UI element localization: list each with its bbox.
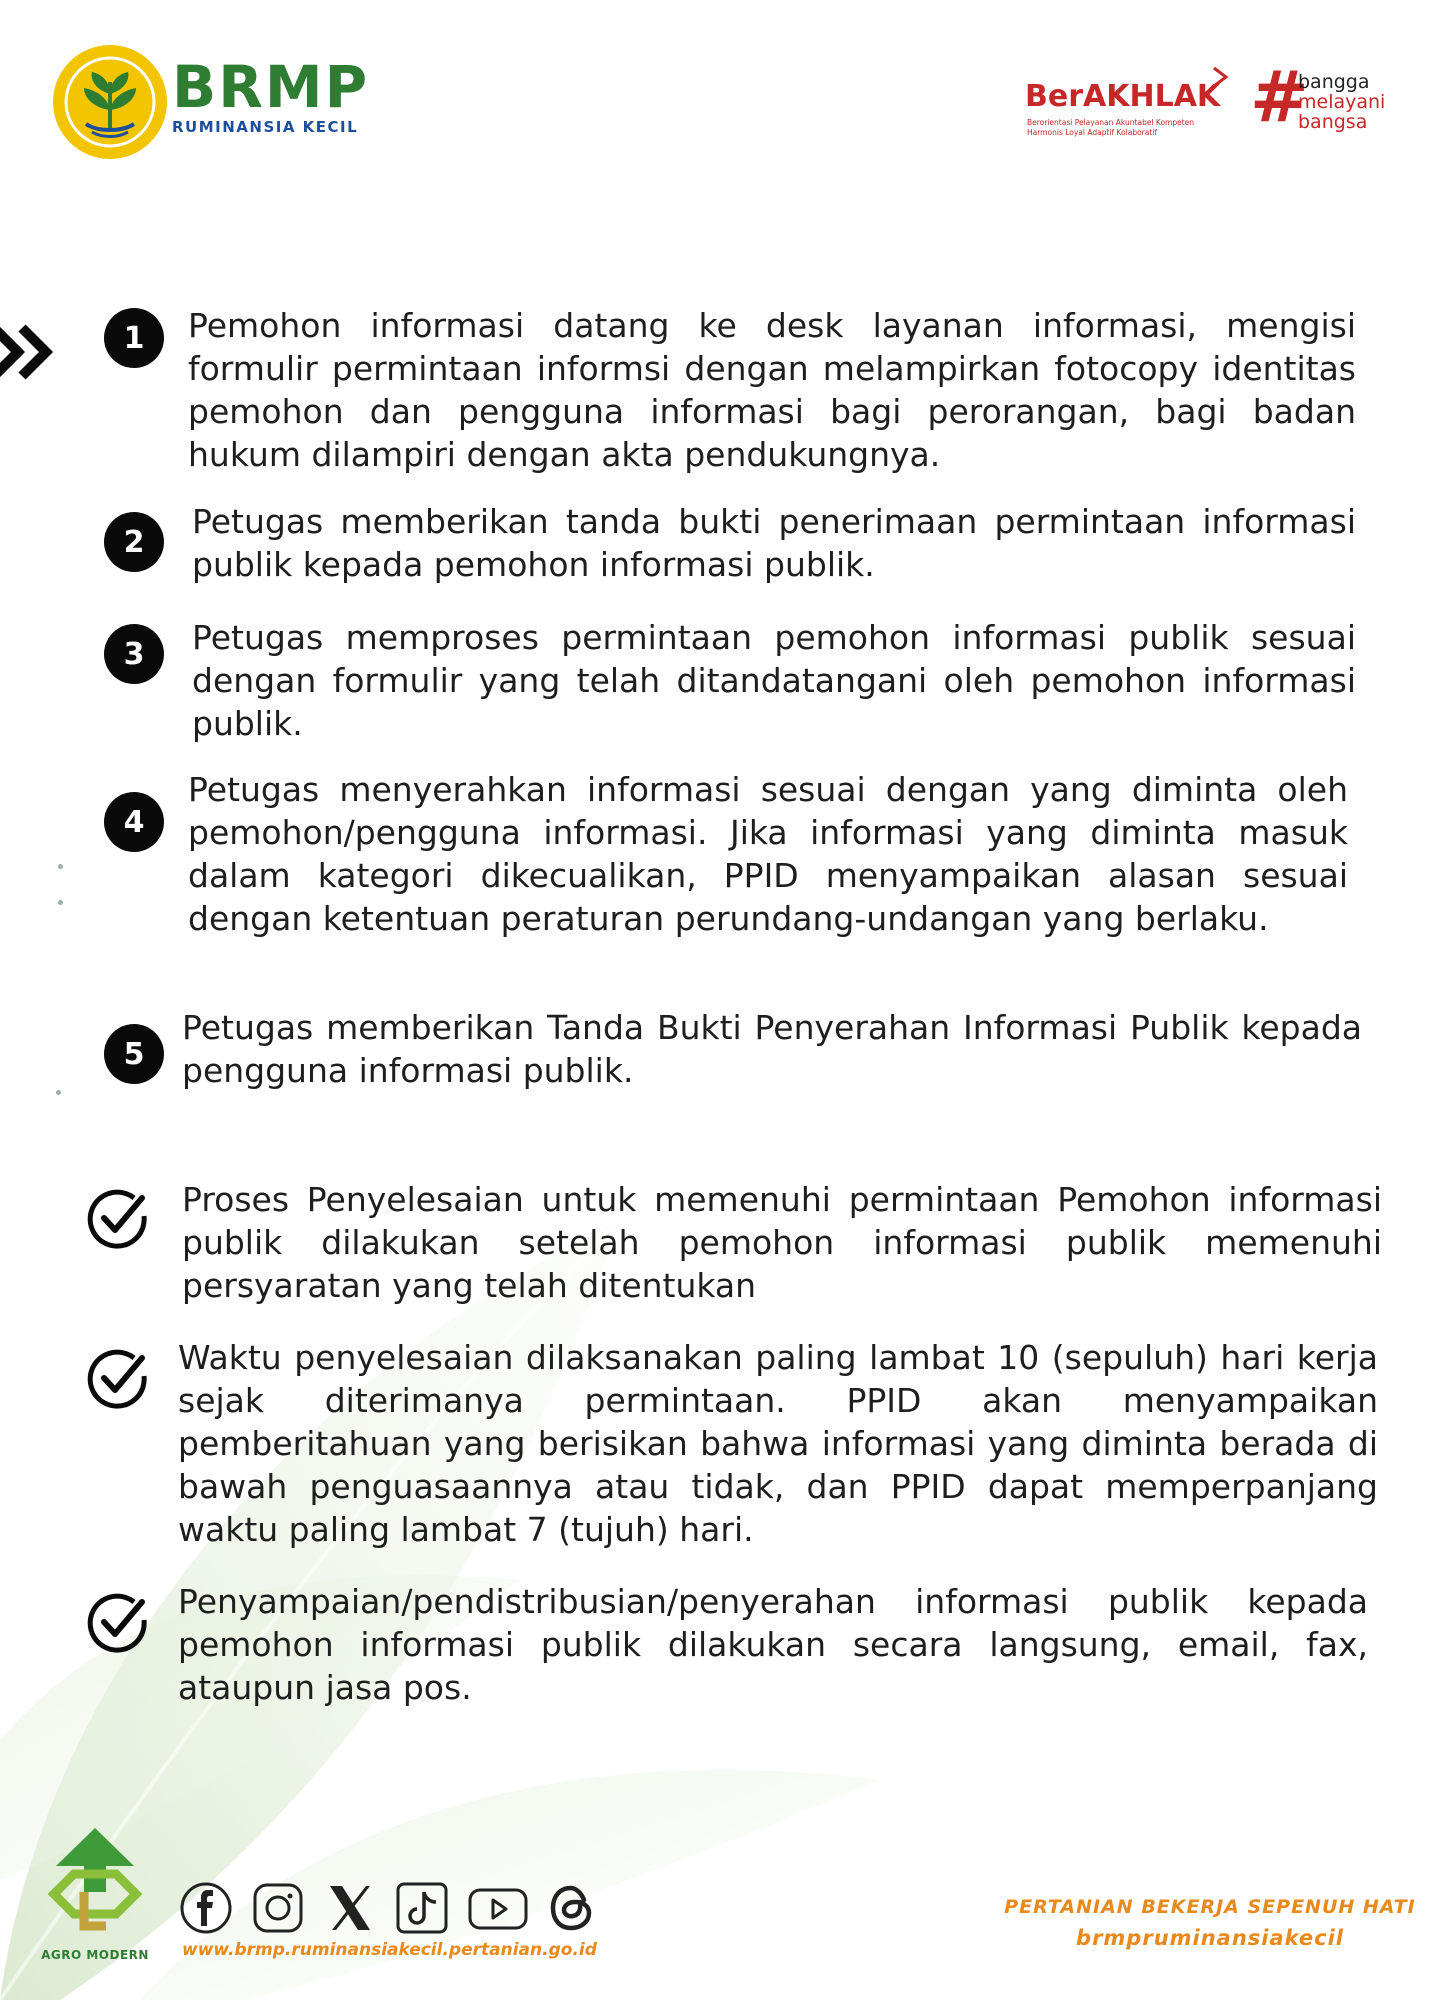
step-text: Petugas menyerahkan informasi sesuai dengan yang diminta oleh pemohon/pengguna informasi. Jika informasi yang diminta masuk dalam kategori dikecualikan, PPID menyampaikan alasan sesuai dengan ketentuan peraturan perundang-undangan yang berlaku. (188, 770, 1348, 938)
bangga-melayani-bangsa (1298, 72, 1385, 132)
instagram-icon[interactable] (250, 1880, 306, 1936)
berakhlak-values (1027, 118, 1227, 138)
check-circle-icon (84, 1346, 150, 1412)
facebook-icon[interactable] (178, 1880, 234, 1936)
x-icon[interactable] (322, 1880, 378, 1936)
step-text: Petugas memberikan Tanda Bukti Penyerahan Informasi Publik kepada pengguna informasi publik. (182, 1008, 1362, 1090)
berakhlak-values-line-2: Harmonis Loyal Adaptif Kolaboratif (1027, 128, 1158, 137)
step-4 (0, 768, 1448, 998)
step-number-badge: 1 (104, 308, 164, 368)
agro-modern-label: AGRO MODERN (41, 1948, 149, 1962)
step-text: Petugas memberikan tanda bukti penerimaan permintaan informasi publik kepada pemohon informasi publik. (192, 502, 1356, 584)
brmp-emblem-logo (50, 42, 170, 162)
check-text: Proses Penyelesaian untuk memenuhi permintaan Pemohon informasi publik dilakukan setelah pemohon informasi publik memenuhi persyaratan yang telah ditentukan (182, 1180, 1382, 1305)
bangga-word-1: bangga (1298, 71, 1370, 93)
agro-modern-logo (40, 1822, 150, 1932)
step-1 (0, 300, 1448, 490)
tiktok-icon[interactable] (394, 1880, 450, 1936)
check-item-2 (0, 1336, 1448, 1566)
check-circle-icon (84, 1186, 150, 1252)
step-3 (0, 616, 1448, 756)
website-link[interactable]: www.brmp.ruminansiakecil.pertanian.go.id (182, 1940, 597, 1960)
check-text: Penyampaian/pendistribusian/penyerahan informasi publik kepada pemohon informasi publik dilakukan secara langsung, email, fax, ataupun jasa pos. (178, 1582, 1368, 1707)
bangga-hash-icon: # (1250, 56, 1309, 138)
step-number-badge: 3 (104, 624, 164, 684)
berakhlak-title: BerAKHLAK (1025, 79, 1221, 114)
berakhlak-values-line-1: Berorientasi Pelayanan Akuntabel Kompeten (1027, 118, 1195, 127)
check-item-3 (0, 1580, 1448, 1720)
step-number-badge: 2 (104, 512, 164, 572)
check-circle-icon (84, 1590, 150, 1656)
step-number-badge: 5 (104, 1024, 164, 1084)
bangga-word-3: bangsa (1298, 111, 1368, 133)
threads-icon[interactable] (544, 1880, 600, 1936)
header (0, 0, 1448, 170)
footer (0, 1800, 1448, 2000)
footer-tagline: PERTANIAN BEKERJA SEPENUH HATI (1004, 1896, 1416, 1918)
org-name: BRMP (172, 53, 370, 121)
youtube-icon[interactable] (466, 1880, 530, 1936)
check-text: Waktu penyelesaian dilaksanakan paling lambat 10 (sepuluh) hari kerja sejak diterimanya permintaan. PPID akan menyampaikan pemberitahuan yang berisikan bahwa informasi yang diminta berada di bawah penguasaannya atau tidak, dan PPID dapat memperpanjang waktu paling lambat 7 (tujuh) hari. (178, 1338, 1378, 1549)
step-text: Petugas memproses permintaan pemohon informasi publik sesuai dengan formulir yang telah ditandatangani oleh pemohon informasi publik. (192, 618, 1356, 743)
chevron-right-icon (1210, 66, 1230, 88)
step-text: Pemohon informasi datang ke desk layanan informasi, mengisi formulir permintaan informsi dengan melampirkan fotocopy identitas pemohon dan pengguna informasi bagi perorangan, bagi badan hukum dilampiri dengan akta pendukungnya. (188, 306, 1356, 474)
step-5 (0, 1006, 1448, 1106)
step-number-badge: 4 (104, 792, 164, 852)
check-item-1 (0, 1178, 1448, 1318)
org-subtitle: RUMINANSIA KECIL (172, 118, 359, 136)
step-2 (0, 500, 1448, 600)
social-handle: brmpruminansiakecil (1076, 1926, 1344, 1950)
bangga-word-2: melayani (1298, 91, 1386, 113)
